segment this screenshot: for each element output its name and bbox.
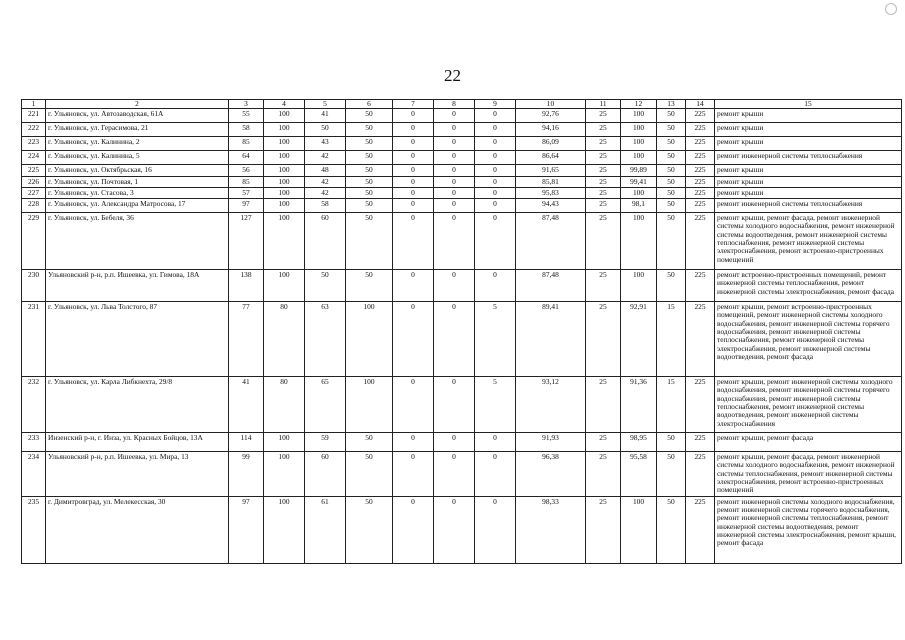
table-row — [22, 213, 902, 270]
value-cell-c9: 0 — [475, 213, 516, 270]
value-cell-c5: 65 — [305, 377, 346, 433]
value-cell-c8: 0 — [434, 302, 475, 377]
address-cell: г. Ульяновск, ул. Бебеля, 36 — [46, 213, 229, 270]
value-cell-c8: 0 — [434, 199, 475, 213]
value-cell-c7: 0 — [393, 165, 434, 176]
value-cell-c7: 0 — [393, 433, 434, 452]
value-cell-c6: 50 — [346, 452, 393, 496]
address-cell: г. Ульяновск, ул. Октябрьская, 16 — [46, 165, 229, 176]
header-cell: 10 — [516, 100, 586, 109]
address-cell: г. Ульяновск, ул. Почтовая, 1 — [46, 176, 229, 187]
value-cell-c6: 100 — [346, 302, 393, 377]
row-number-cell: 232 — [22, 377, 46, 433]
value-cell-c12: 92,91 — [621, 302, 657, 377]
value-cell-c13: 50 — [657, 433, 686, 452]
value-cell-c5: 59 — [305, 433, 346, 452]
value-cell-c11: 25 — [586, 137, 621, 151]
table-row — [22, 452, 902, 496]
value-cell-c7: 0 — [393, 452, 434, 496]
header-cell: 9 — [475, 100, 516, 109]
value-cell-c8: 0 — [434, 165, 475, 176]
value-cell-c3: 85 — [229, 176, 264, 187]
value-cell-c5: 41 — [305, 109, 346, 123]
value-cell-c8: 0 — [434, 176, 475, 187]
value-cell-c10: 98,33 — [516, 496, 586, 563]
value-cell-c12: 100 — [621, 109, 657, 123]
value-cell-c5: 60 — [305, 213, 346, 270]
value-cell-c14: 225 — [686, 151, 715, 165]
value-cell-c13: 50 — [657, 496, 686, 563]
value-cell-c7: 0 — [393, 270, 434, 302]
header-row — [22, 100, 902, 109]
value-cell-c13: 15 — [657, 302, 686, 377]
value-cell-c6: 50 — [346, 496, 393, 563]
works-cell: ремонт крыши, ремонт фасада, ремонт инженерной системы холодного водоснабжения, ремонт инженерной системы теплоснабжения, ремонт инженерной системы электроснабжения, ремонт встроенно-пристроенных помещений — [715, 452, 902, 496]
value-cell-c6: 50 — [346, 176, 393, 187]
table-row — [22, 109, 902, 123]
value-cell-c14: 225 — [686, 137, 715, 151]
value-cell-c9: 0 — [475, 270, 516, 302]
value-cell-c14: 225 — [686, 377, 715, 433]
value-cell-c12: 95,58 — [621, 452, 657, 496]
value-cell-c13: 50 — [657, 199, 686, 213]
value-cell-c11: 25 — [586, 123, 621, 137]
header-cell: 5 — [305, 100, 346, 109]
value-cell-c6: 50 — [346, 187, 393, 198]
value-cell-c3: 56 — [229, 165, 264, 176]
table-row — [22, 199, 902, 213]
row-number-cell: 222 — [22, 123, 46, 137]
value-cell-c6: 50 — [346, 433, 393, 452]
value-cell-c14: 225 — [686, 187, 715, 198]
page-number: 22 — [444, 66, 461, 85]
address-cell: г. Ульяновск, ул. Герасимова, 21 — [46, 123, 229, 137]
value-cell-c4: 100 — [264, 151, 305, 165]
value-cell-c11: 25 — [586, 496, 621, 563]
address-cell: г. Ульяновск, ул. Автозаводская, 61А — [46, 109, 229, 123]
value-cell-c3: 57 — [229, 187, 264, 198]
value-cell-c10: 89,41 — [516, 302, 586, 377]
works-cell: ремонт инженерной системы холодного водоснабжения, ремонт инженерной системы горячего водоснабжения, ремонт инженерной системы теплоснабжения, ремонт инженерной системы водоотведения, ремонт инженерной системы электроснабжения, ремонт крыши, ремонт фасада — [715, 496, 902, 563]
value-cell-c3: 77 — [229, 302, 264, 377]
value-cell-c9: 0 — [475, 165, 516, 176]
value-cell-c7: 0 — [393, 199, 434, 213]
value-cell-c12: 91,36 — [621, 377, 657, 433]
row-number-cell: 224 — [22, 151, 46, 165]
value-cell-c7: 0 — [393, 187, 434, 198]
header-cell: 6 — [346, 100, 393, 109]
value-cell-c4: 100 — [264, 433, 305, 452]
works-cell: ремонт крыши, ремонт фасада — [715, 433, 902, 452]
table-row — [22, 187, 902, 198]
value-cell-c10: 87,48 — [516, 213, 586, 270]
value-cell-c11: 25 — [586, 165, 621, 176]
header-cell: 15 — [715, 100, 902, 109]
value-cell-c12: 100 — [621, 270, 657, 302]
value-cell-c14: 225 — [686, 176, 715, 187]
value-cell-c14: 225 — [686, 302, 715, 377]
value-cell-c12: 100 — [621, 187, 657, 198]
works-cell: ремонт крыши — [715, 165, 902, 176]
row-number-cell: 223 — [22, 137, 46, 151]
address-cell: г. Ульяновск, ул. Льва Толстого, 87 — [46, 302, 229, 377]
header-cell: 1 — [22, 100, 46, 109]
value-cell-c9: 5 — [475, 377, 516, 433]
value-cell-c9: 0 — [475, 496, 516, 563]
value-cell-c12: 99,41 — [621, 176, 657, 187]
table-row — [22, 123, 902, 137]
value-cell-c11: 25 — [586, 452, 621, 496]
value-cell-c4: 100 — [264, 199, 305, 213]
value-cell-c7: 0 — [393, 123, 434, 137]
value-cell-c10: 91,93 — [516, 433, 586, 452]
value-cell-c10: 87,48 — [516, 270, 586, 302]
value-cell-c4: 80 — [264, 302, 305, 377]
value-cell-c8: 0 — [434, 496, 475, 563]
value-cell-c13: 50 — [657, 187, 686, 198]
row-number-cell: 235 — [22, 496, 46, 563]
repair-table — [21, 99, 902, 564]
value-cell-c5: 63 — [305, 302, 346, 377]
value-cell-c4: 100 — [264, 452, 305, 496]
value-cell-c3: 97 — [229, 496, 264, 563]
value-cell-c11: 25 — [586, 109, 621, 123]
address-cell: Ульяновский р-н, р.п. Ишеевка, ул. Мира, 13 — [46, 452, 229, 496]
header-cell: 4 — [264, 100, 305, 109]
value-cell-c7: 0 — [393, 109, 434, 123]
value-cell-c13: 50 — [657, 270, 686, 302]
address-cell: г. Ульяновск, ул. Александра Матросова, 17 — [46, 199, 229, 213]
value-cell-c12: 98,95 — [621, 433, 657, 452]
header-cell: 11 — [586, 100, 621, 109]
value-cell-c11: 25 — [586, 176, 621, 187]
value-cell-c6: 50 — [346, 165, 393, 176]
value-cell-c8: 0 — [434, 377, 475, 433]
value-cell-c5: 42 — [305, 151, 346, 165]
value-cell-c4: 100 — [264, 187, 305, 198]
value-cell-c6: 50 — [346, 270, 393, 302]
value-cell-c10: 85,81 — [516, 176, 586, 187]
value-cell-c9: 0 — [475, 452, 516, 496]
value-cell-c5: 50 — [305, 123, 346, 137]
value-cell-c12: 100 — [621, 496, 657, 563]
works-cell: ремонт крыши — [715, 137, 902, 151]
value-cell-c10: 92,76 — [516, 109, 586, 123]
value-cell-c7: 0 — [393, 137, 434, 151]
value-cell-c4: 100 — [264, 496, 305, 563]
value-cell-c8: 0 — [434, 270, 475, 302]
works-cell: ремонт крыши — [715, 123, 902, 137]
value-cell-c9: 5 — [475, 302, 516, 377]
value-cell-c10: 95,83 — [516, 187, 586, 198]
works-cell: ремонт инженерной системы теплоснабжения — [715, 151, 902, 165]
value-cell-c13: 50 — [657, 123, 686, 137]
value-cell-c8: 0 — [434, 137, 475, 151]
value-cell-c3: 85 — [229, 137, 264, 151]
value-cell-c14: 225 — [686, 213, 715, 270]
value-cell-c6: 50 — [346, 123, 393, 137]
value-cell-c8: 0 — [434, 213, 475, 270]
value-cell-c9: 0 — [475, 187, 516, 198]
value-cell-c7: 0 — [393, 302, 434, 377]
works-cell: ремонт крыши, ремонт встроенно-пристроенных помещений, ремонт инженерной системы холодного водоснабжения, ремонт инженерной системы горячего водоснабжения, ремонт инженерной системы теплоснабжения, ремонт инженерной системы электроснабжения, ремонт инженерной системы водоотведения, ремонт фасада — [715, 302, 902, 377]
value-cell-c10: 86,64 — [516, 151, 586, 165]
row-number-cell: 228 — [22, 199, 46, 213]
address-cell: г. Димитровград, ул. Мелекесская, 30 — [46, 496, 229, 563]
header-cell: 2 — [46, 100, 229, 109]
value-cell-c12: 100 — [621, 123, 657, 137]
value-cell-c11: 25 — [586, 187, 621, 198]
value-cell-c8: 0 — [434, 452, 475, 496]
value-cell-c4: 100 — [264, 270, 305, 302]
header-cell: 8 — [434, 100, 475, 109]
value-cell-c3: 58 — [229, 123, 264, 137]
value-cell-c7: 0 — [393, 176, 434, 187]
table-row — [22, 165, 902, 176]
value-cell-c12: 100 — [621, 137, 657, 151]
value-cell-c9: 0 — [475, 176, 516, 187]
works-cell: ремонт крыши, ремонт инженерной системы холодного водоснабжения, ремонт инженерной системы горячего водоснабжения, ремонт инженерной системы теплоснабжения, ремонт инженерной системы водоотведения, ремонт инженерной системы электроснабжения — [715, 377, 902, 433]
value-cell-c4: 80 — [264, 377, 305, 433]
value-cell-c4: 100 — [264, 165, 305, 176]
value-cell-c5: 42 — [305, 176, 346, 187]
value-cell-c10: 86,09 — [516, 137, 586, 151]
value-cell-c8: 0 — [434, 123, 475, 137]
value-cell-c10: 93,12 — [516, 377, 586, 433]
table-row — [22, 302, 902, 377]
value-cell-c14: 225 — [686, 433, 715, 452]
value-cell-c7: 0 — [393, 377, 434, 433]
value-cell-c14: 225 — [686, 199, 715, 213]
works-cell: ремонт крыши — [715, 176, 902, 187]
row-number-cell: 227 — [22, 187, 46, 198]
row-number-cell: 231 — [22, 302, 46, 377]
value-cell-c13: 50 — [657, 151, 686, 165]
value-cell-c14: 225 — [686, 496, 715, 563]
value-cell-c9: 0 — [475, 433, 516, 452]
value-cell-c13: 50 — [657, 213, 686, 270]
value-cell-c14: 225 — [686, 109, 715, 123]
value-cell-c8: 0 — [434, 187, 475, 198]
value-cell-c9: 0 — [475, 199, 516, 213]
value-cell-c8: 0 — [434, 109, 475, 123]
value-cell-c12: 99,89 — [621, 165, 657, 176]
value-cell-c3: 97 — [229, 199, 264, 213]
value-cell-c11: 25 — [586, 433, 621, 452]
value-cell-c3: 99 — [229, 452, 264, 496]
value-cell-c9: 0 — [475, 137, 516, 151]
value-cell-c4: 100 — [264, 123, 305, 137]
value-cell-c5: 61 — [305, 496, 346, 563]
address-cell: г. Ульяновск, ул. Карла Либкнехта, 29/8 — [46, 377, 229, 433]
row-number-cell: 233 — [22, 433, 46, 452]
value-cell-c4: 100 — [264, 176, 305, 187]
value-cell-c10: 94,43 — [516, 199, 586, 213]
value-cell-c4: 100 — [264, 213, 305, 270]
header-cell: 7 — [393, 100, 434, 109]
address-cell: Инзенский р-н, г. Инза, ул. Красных Бойцов, 13А — [46, 433, 229, 452]
value-cell-c4: 100 — [264, 109, 305, 123]
value-cell-c3: 41 — [229, 377, 264, 433]
value-cell-c11: 25 — [586, 377, 621, 433]
value-cell-c6: 50 — [346, 199, 393, 213]
row-number-cell: 225 — [22, 165, 46, 176]
table-row — [22, 433, 902, 452]
value-cell-c5: 48 — [305, 165, 346, 176]
works-cell: ремонт инженерной системы теплоснабжения — [715, 199, 902, 213]
row-number-cell: 234 — [22, 452, 46, 496]
row-number-cell: 229 — [22, 213, 46, 270]
value-cell-c11: 25 — [586, 302, 621, 377]
value-cell-c13: 50 — [657, 452, 686, 496]
table-row — [22, 176, 902, 187]
header-cell: 14 — [686, 100, 715, 109]
address-cell: г. Ульяновск, ул. Стасова, 3 — [46, 187, 229, 198]
value-cell-c14: 225 — [686, 123, 715, 137]
value-cell-c11: 25 — [586, 270, 621, 302]
header-cell: 3 — [229, 100, 264, 109]
corner-mark — [885, 3, 897, 15]
value-cell-c11: 25 — [586, 199, 621, 213]
value-cell-c14: 225 — [686, 165, 715, 176]
value-cell-c9: 0 — [475, 109, 516, 123]
value-cell-c7: 0 — [393, 213, 434, 270]
table-row — [22, 496, 902, 563]
value-cell-c5: 50 — [305, 270, 346, 302]
value-cell-c8: 0 — [434, 433, 475, 452]
value-cell-c3: 138 — [229, 270, 264, 302]
value-cell-c6: 50 — [346, 213, 393, 270]
value-cell-c12: 98,1 — [621, 199, 657, 213]
value-cell-c10: 94,16 — [516, 123, 586, 137]
value-cell-c6: 50 — [346, 137, 393, 151]
value-cell-c14: 225 — [686, 452, 715, 496]
value-cell-c5: 42 — [305, 187, 346, 198]
works-cell: ремонт крыши, ремонт фасада, ремонт инженерной системы холодного водоснабжения, ремонт инженерной системы водоотведения, ремонт инженерной системы теплоснабжения, ремонт инженерной системы электроснабжения, ремонт встроенно-пристроенных помещений — [715, 213, 902, 270]
table-row — [22, 377, 902, 433]
value-cell-c6: 50 — [346, 151, 393, 165]
value-cell-c9: 0 — [475, 151, 516, 165]
value-cell-c6: 50 — [346, 109, 393, 123]
value-cell-c13: 15 — [657, 377, 686, 433]
table-row — [22, 137, 902, 151]
value-cell-c13: 50 — [657, 137, 686, 151]
value-cell-c12: 100 — [621, 213, 657, 270]
value-cell-c3: 64 — [229, 151, 264, 165]
works-cell: ремонт встроенно-пристроенных помещений, ремонт инженерной системы теплоснабжения, ремонт инженерной системы электроснабжения, ремонт фасада — [715, 270, 902, 302]
value-cell-c5: 43 — [305, 137, 346, 151]
value-cell-c11: 25 — [586, 151, 621, 165]
value-cell-c13: 50 — [657, 109, 686, 123]
value-cell-c11: 25 — [586, 213, 621, 270]
value-cell-c9: 0 — [475, 123, 516, 137]
value-cell-c10: 91,65 — [516, 165, 586, 176]
row-number-cell: 230 — [22, 270, 46, 302]
value-cell-c13: 50 — [657, 176, 686, 187]
works-cell: ремонт крыши — [715, 109, 902, 123]
value-cell-c10: 96,38 — [516, 452, 586, 496]
value-cell-c8: 0 — [434, 151, 475, 165]
header-cell: 12 — [621, 100, 657, 109]
value-cell-c13: 50 — [657, 165, 686, 176]
value-cell-c14: 225 — [686, 270, 715, 302]
value-cell-c12: 100 — [621, 151, 657, 165]
row-number-cell: 226 — [22, 176, 46, 187]
value-cell-c7: 0 — [393, 151, 434, 165]
address-cell: г. Ульяновск, ул. Калинина, 2 — [46, 137, 229, 151]
works-cell: ремонт крыши — [715, 187, 902, 198]
value-cell-c5: 58 — [305, 199, 346, 213]
value-cell-c7: 0 — [393, 496, 434, 563]
value-cell-c5: 60 — [305, 452, 346, 496]
value-cell-c6: 100 — [346, 377, 393, 433]
row-number-cell: 221 — [22, 109, 46, 123]
value-cell-c3: 114 — [229, 433, 264, 452]
table-row — [22, 270, 902, 302]
address-cell: г. Ульяновск, ул. Калинина, 5 — [46, 151, 229, 165]
header-cell: 13 — [657, 100, 686, 109]
value-cell-c3: 55 — [229, 109, 264, 123]
value-cell-c4: 100 — [264, 137, 305, 151]
address-cell: Ульяновский р-н, р.п. Ишеевка, ул. Гимова, 18А — [46, 270, 229, 302]
table-row — [22, 151, 902, 165]
value-cell-c3: 127 — [229, 213, 264, 270]
